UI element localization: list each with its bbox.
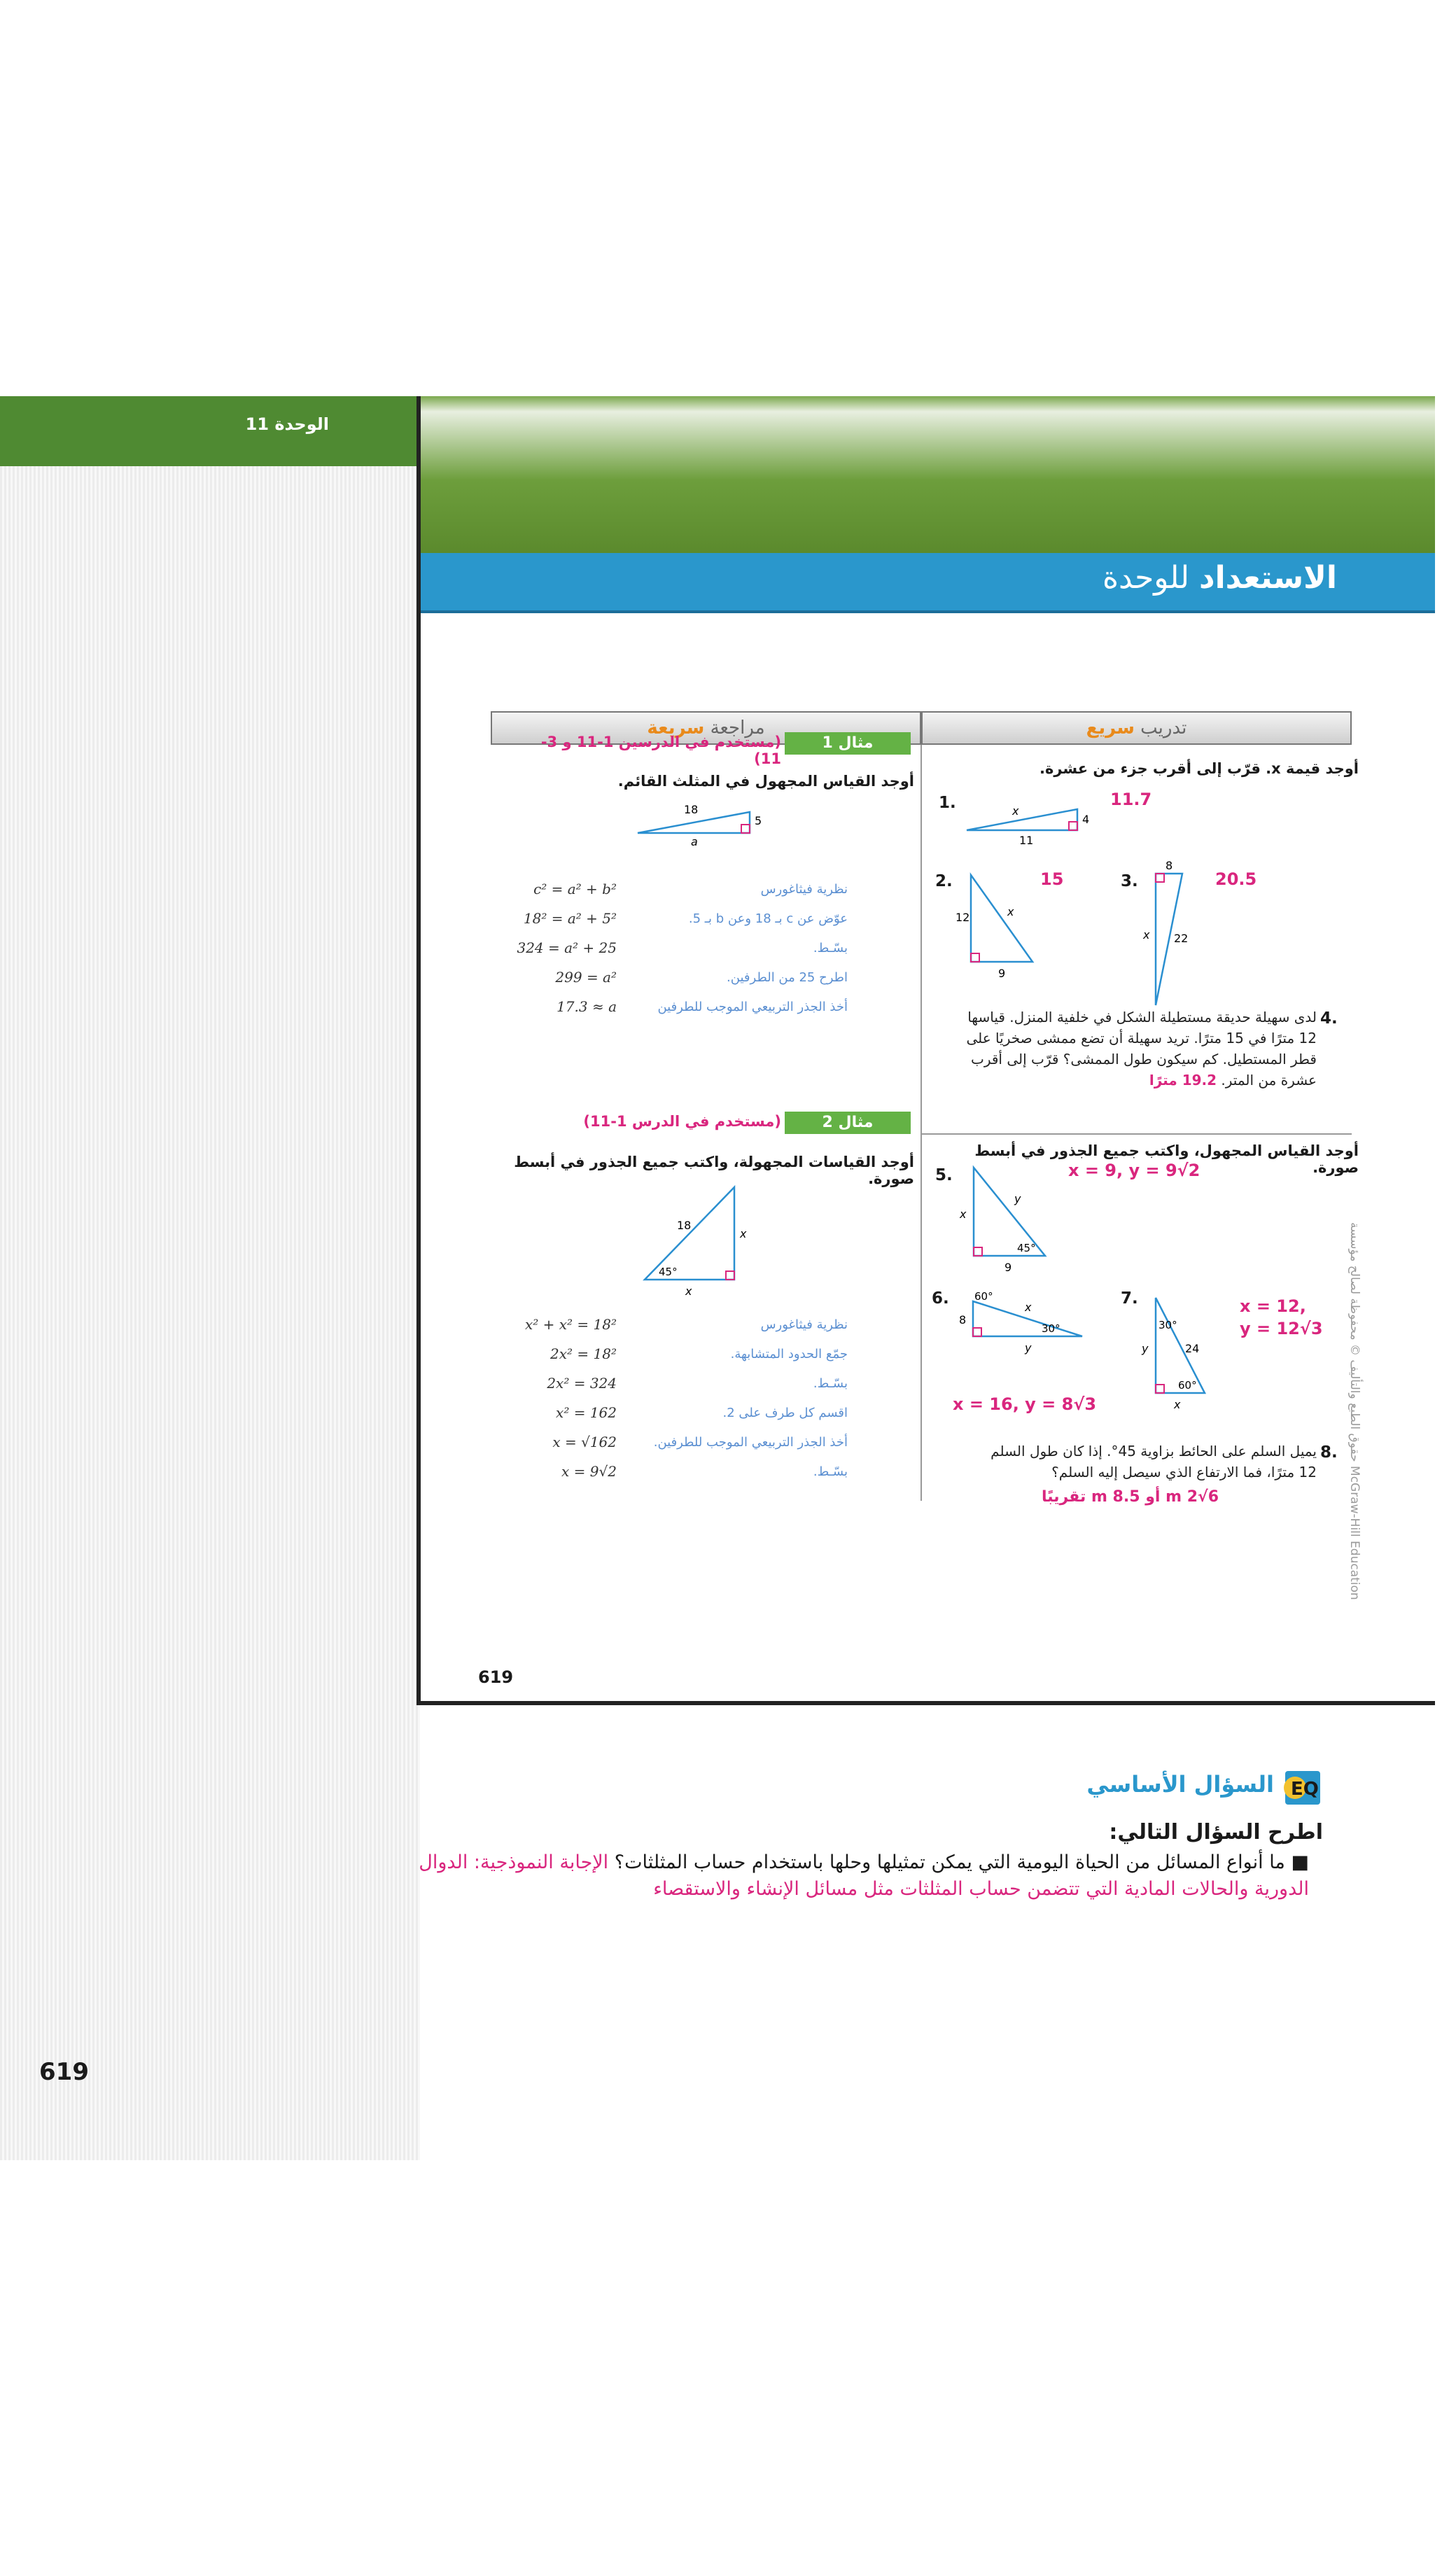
ex1-step-4-desc: اطرح 25 من الطرفين. <box>727 970 848 985</box>
unit-banner <box>0 396 420 466</box>
example-2-tag: مثال 2 <box>785 1112 911 1134</box>
problem-6-triangle <box>949 1289 1110 1387</box>
problem-2-answer: 15 <box>1040 869 1064 889</box>
problem-3-triangle <box>1135 858 1219 1026</box>
p7-label-60: 60° <box>1178 1379 1197 1392</box>
ex2-step-5-desc: أخذ الجذر التربيعي الموجب للطرفين. <box>653 1435 848 1450</box>
ex2-label-x-base: x <box>685 1284 692 1298</box>
problem-7-answer-line2: y = 12√3 <box>1240 1319 1323 1338</box>
p2-label-x: x <box>1007 905 1014 918</box>
example-1-used-in: (مستخدم في الدرسين 1-11 و 3-11) <box>540 734 781 767</box>
p7-label-24: 24 <box>1185 1342 1200 1355</box>
p5-label-45: 45° <box>1017 1242 1036 1254</box>
p2-label-9: 9 <box>998 967 1006 980</box>
p7-label-30: 30° <box>1158 1319 1177 1331</box>
ex2-label-45: 45° <box>659 1266 678 1278</box>
ex1-step-4-eq: 299 = a² <box>555 969 617 986</box>
essential-question-icon <box>1281 1768 1323 1807</box>
ex2-step-6-eq: x = 9√2 <box>561 1463 617 1480</box>
essential-question-title: السؤال الأساسي <box>1086 1771 1274 1798</box>
essential-question-subtitle: اطرح السؤال التالي: <box>1109 1820 1323 1844</box>
ex1-step-1-desc: نظرية فيثاغورس <box>760 882 848 897</box>
column-divider <box>920 745 922 1501</box>
row-divider <box>921 1133 1352 1135</box>
problem-8-number: 8. <box>1320 1443 1338 1462</box>
p5-label-x: x <box>960 1208 967 1221</box>
answer-label: الإجابة <box>559 1851 609 1873</box>
p6-label-8: 8 <box>959 1313 967 1326</box>
example-1-question: أوجد القياس المجهول في المثلث القائم. <box>617 773 914 790</box>
p6-label-y: y <box>1025 1341 1032 1354</box>
ex1-label-18: 18 <box>684 803 699 816</box>
example-1-triangle <box>631 797 785 853</box>
p1-label-4: 4 <box>1082 813 1090 826</box>
bullet: ■ <box>1291 1851 1309 1873</box>
problem-4-answer: 19.2 مترًا <box>1149 1072 1217 1088</box>
copyright-credit: حقوق الطبع والتأليف © محفوظة لصالح مؤسسة McGraw-Hill Education <box>1348 1222 1362 1600</box>
ex2-step-2-eq: 2x² = 18² <box>550 1345 617 1362</box>
teacher-page-number: 619 <box>39 2058 89 2086</box>
ex2-step-3-eq: 2x² = 324 <box>547 1375 617 1392</box>
problem-5-answer: x = 9, y = 9√2 <box>1068 1161 1200 1180</box>
ex2-label-18: 18 <box>677 1219 692 1232</box>
p5-label-y: y <box>1014 1192 1021 1205</box>
ex1-step-5-desc: أخذ الجذر التربيعي الموجب للطرفين <box>657 1000 848 1014</box>
example-1-tag: مثال 1 <box>785 732 911 755</box>
ex2-step-2-desc: جمّع الحدود المتشابهة. <box>730 1347 848 1362</box>
problem-5-number: 5. <box>935 1166 953 1184</box>
page-title: الاستعداد للوحدة <box>1102 560 1337 596</box>
example-2-triangle <box>638 1180 764 1306</box>
problem-1-answer: 11.7 <box>1110 790 1152 809</box>
essential-question-text: ما أنواع المسائل من الحياة اليومية التي يمكن تمثيلها وحلها باستخدام حساب المثلثات؟ <box>614 1851 1285 1873</box>
ex2-step-4-eq: x² = 162 <box>556 1404 617 1421</box>
ex1-label-a: a <box>691 835 698 848</box>
ex1-step-2-desc: عوّض عن c بـ 18 وعن b بـ 5. <box>688 911 848 926</box>
unit-label: الوحدة 11 <box>245 414 329 434</box>
problem-7-triangle <box>1135 1285 1240 1418</box>
practice-instruction-2: أوجد القياس المجهول، واكتب جميع الجذور في أبسط صورة. <box>974 1142 1359 1176</box>
problem-2-number: 2. <box>935 872 953 890</box>
p1-label-11: 11 <box>1019 834 1034 844</box>
ex1-step-5-eq: 17.3 ≈ a <box>556 998 617 1015</box>
quick-review-header: مراجعة سريعة <box>491 711 921 745</box>
p1-label-x: x <box>1012 804 1019 818</box>
essential-question-body <box>392 1849 1309 1903</box>
problem-1-triangle <box>953 788 1093 844</box>
page-header-green <box>421 396 1435 553</box>
title-band <box>421 553 1435 613</box>
p5-label-9: 9 <box>1004 1261 1012 1274</box>
p6-label-30: 30° <box>1042 1322 1060 1335</box>
p7-label-x: x <box>1174 1398 1181 1411</box>
ex1-step-1-eq: c² = a² + b² <box>533 881 617 897</box>
ex1-label-5: 5 <box>755 814 762 827</box>
p3-label-22: 22 <box>1174 932 1189 945</box>
problem-3-number: 3. <box>1121 872 1138 890</box>
problem-4-text: لدى سهيلة حديقة مستطيلة الشكل في خلفية المنزل. قياسها 12 مترًا في 15 مترًا. تريد سهيلة أن تضع ممشى صخريًا على قطر المستطيل. كم سيكون طول الممشى؟ قرّب إلى أقرب عشرة من المتر. 19.2 مترًا <box>966 1009 1317 1088</box>
eq-icon-text: EQ <box>1291 1779 1319 1800</box>
student-page <box>416 396 1435 1705</box>
example-2-question: أوجد القياسات المجهولة، واكتب جميع الجذور في أبسط صورة. <box>514 1154 914 1187</box>
problem-1-number: 1. <box>939 794 956 812</box>
problem-6-number: 6. <box>932 1289 949 1308</box>
ex2-step-5-eq: x = √162 <box>552 1434 617 1450</box>
answer-text: النموذجية: الدوال الدورية والحالات المادية التي تتضمن حساب المثلثات مثل مسائل الإنشاء والاستقصاء <box>419 1851 1309 1900</box>
problem-3-answer: 20.5 <box>1215 869 1257 889</box>
ex1-step-3-desc: بسّـط. <box>813 941 848 955</box>
example-2-used-in: (مستخدم في الدرس 1-11) <box>583 1113 781 1130</box>
teacher-margin-background <box>0 466 420 2160</box>
p3-label-x: x <box>1143 928 1150 941</box>
quick-practice-header: تدريب سريع <box>921 711 1352 745</box>
ex1-step-3-eq: 324 = a² + 25 <box>517 939 617 956</box>
ex2-step-1-eq: x² + x² = 18² <box>524 1316 617 1333</box>
problem-8-text: يميل السلم على الحائط بزاوية 45°. إذا كان طول السلم 12 مترًا، فما الارتفاع الذي سيصل إليه السلم؟ <box>990 1443 1317 1480</box>
ex2-label-x-side: x <box>740 1227 747 1240</box>
problem-6-answer: x = 16, y = 8√3 <box>953 1394 1097 1414</box>
p6-label-x: x <box>1025 1301 1032 1314</box>
ex2-step-6-desc: بسّـط. <box>813 1464 848 1479</box>
problem-4-number: 4. <box>1320 1009 1338 1028</box>
practice-instruction-1: أوجد قيمة x. قرّب إلى أقرب جزء من عشرة. <box>1039 760 1359 777</box>
page-number: 619 <box>478 1667 514 1687</box>
ex2-step-1-desc: نظرية فيثاغورس <box>760 1317 848 1332</box>
problem-8-answer: 6√2 m أو 8.5 m تقريبًا <box>1041 1488 1219 1506</box>
ex2-step-4-desc: اقسم كل طرف على 2. <box>722 1406 848 1420</box>
p2-label-12: 12 <box>955 911 970 924</box>
problem-7-answer-line1: x = 12, <box>1240 1296 1306 1316</box>
p3-label-8: 8 <box>1166 859 1173 872</box>
problem-7-number: 7. <box>1121 1289 1138 1308</box>
p7-label-y: y <box>1142 1342 1149 1355</box>
p6-label-60: 60° <box>974 1290 993 1303</box>
ex1-step-2-eq: 18² = a² + 5² <box>523 910 617 927</box>
ex2-step-3-desc: بسّـط. <box>813 1376 848 1391</box>
